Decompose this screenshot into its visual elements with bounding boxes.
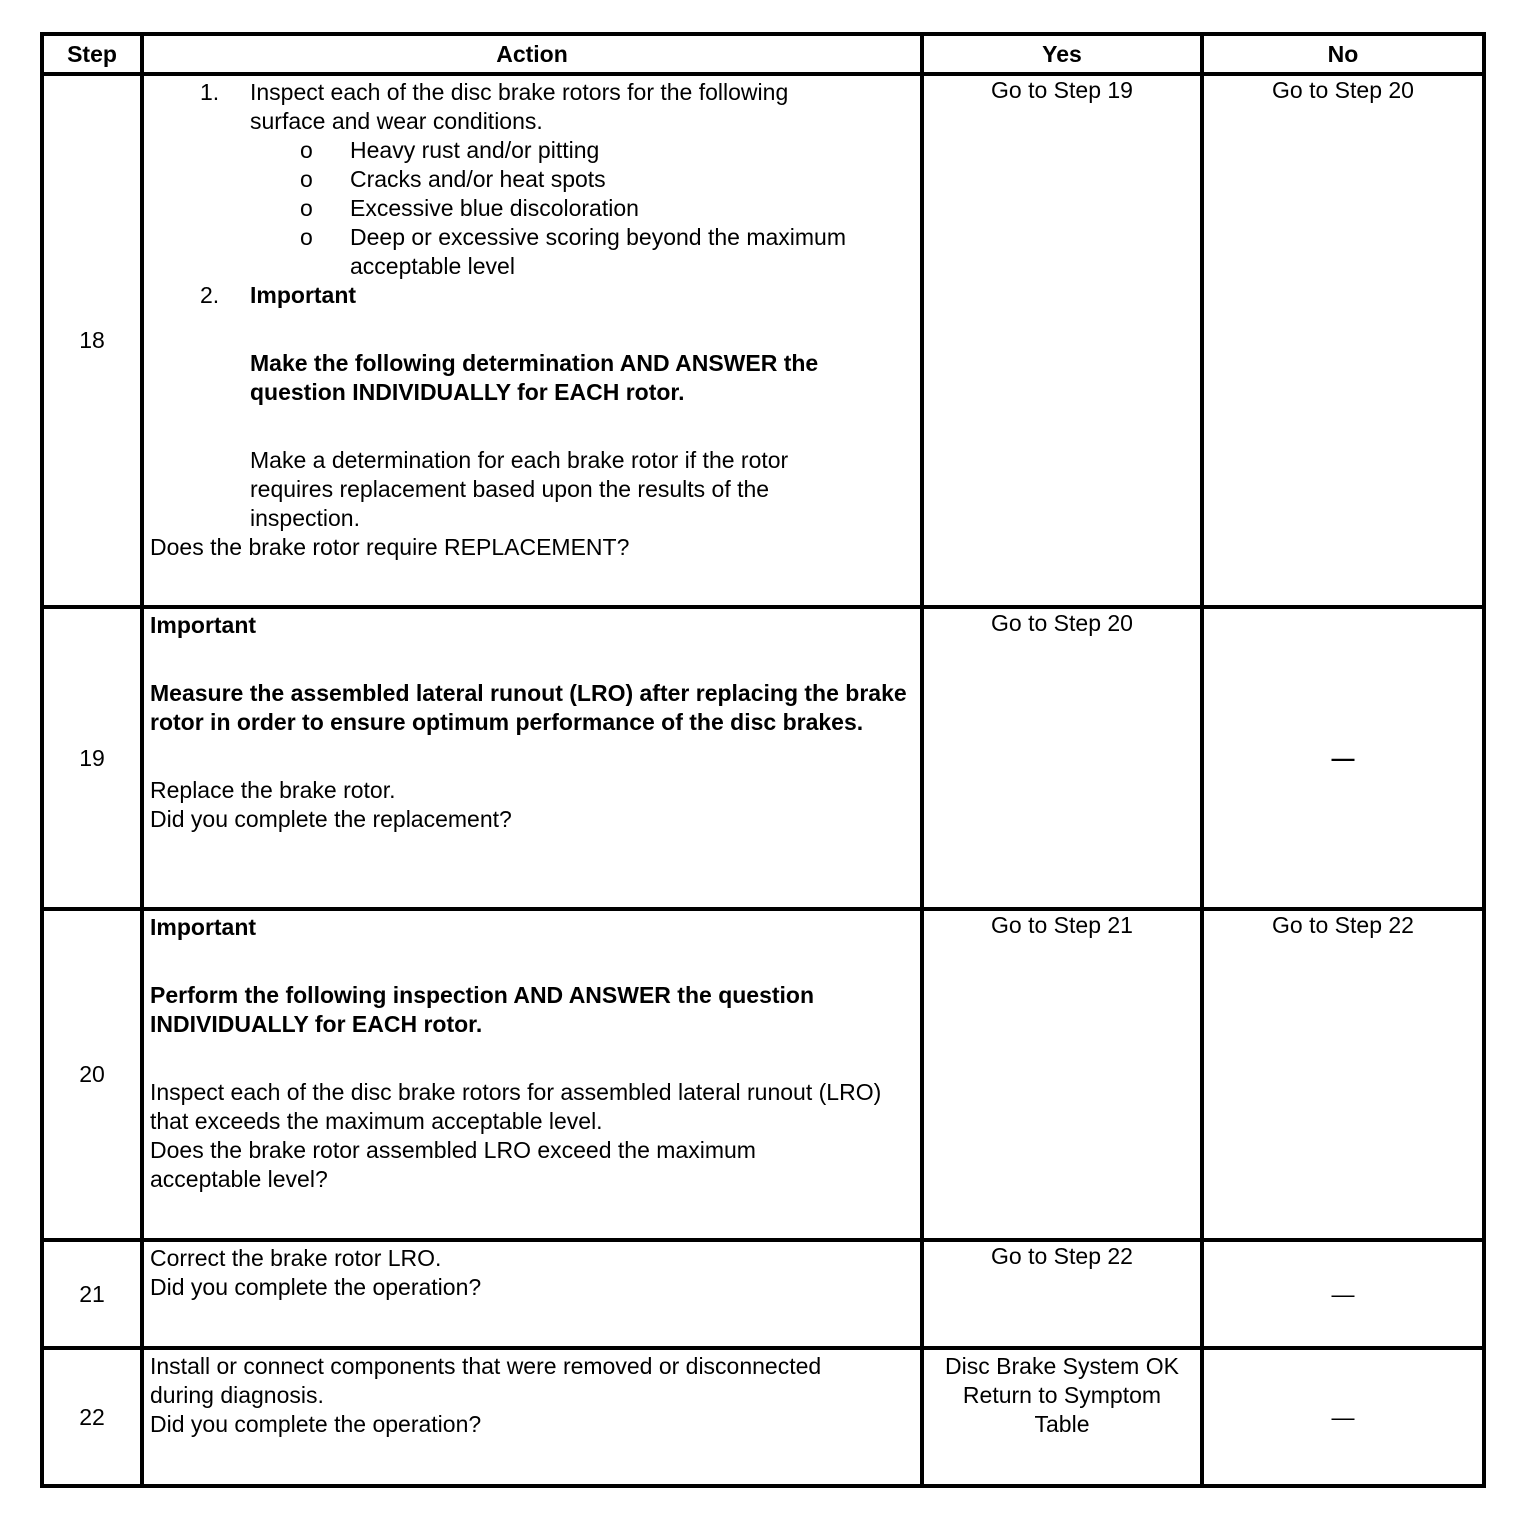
action-text: Make a determination for each brake rotor if the rotor requires replacement based upon the results of the inspection. xyxy=(250,447,789,531)
bullet-icon: o xyxy=(300,166,313,192)
no-cell xyxy=(1202,607,1484,909)
list-number: 2. xyxy=(200,282,220,308)
header-yes: Yes xyxy=(922,34,1202,74)
table-row xyxy=(42,74,1484,607)
table-row xyxy=(42,1348,1484,1486)
important-label: Important xyxy=(150,612,257,638)
important-label: Important xyxy=(150,914,257,940)
table-row xyxy=(42,607,1484,909)
question-text: Did you complete the operation? xyxy=(150,1274,482,1300)
bullet-text: Cracks and/or heat spots xyxy=(350,166,606,192)
bullet-icon: o xyxy=(300,224,313,250)
action-text: Inspect each of the disc brake rotors for assembled lateral runout (LRO) that exceeds the maximum acceptable level. xyxy=(150,1079,882,1134)
no-dash: — xyxy=(1331,1403,1355,1430)
no-dash: — xyxy=(1331,1280,1355,1307)
yes-cell xyxy=(922,607,1202,909)
question-text: Did you complete the operation? xyxy=(150,1411,482,1437)
action-text: Install or connect components that were removed or disconnected during diagnosis. xyxy=(150,1353,822,1408)
yes-cell xyxy=(922,1240,1202,1348)
table-row xyxy=(42,909,1484,1240)
no-dash: — xyxy=(1331,744,1355,771)
action-text: Correct the brake rotor LRO. xyxy=(150,1245,442,1271)
list-item-text: Inspect each of the disc brake rotors for the following surface and wear conditions. xyxy=(250,79,789,134)
step-number: 18 xyxy=(42,74,142,607)
step-number: 20 xyxy=(42,909,142,1240)
yes-link: Go to Step 21 xyxy=(991,912,1133,938)
no-cell xyxy=(1202,74,1484,607)
yes-link: Go to Step 19 xyxy=(991,77,1133,103)
no-cell xyxy=(1202,1240,1484,1348)
list-item xyxy=(150,281,914,310)
question-text: Did you complete the replacement? xyxy=(150,806,512,832)
list-item xyxy=(150,78,914,136)
yes-link: Go to Step 22 xyxy=(991,1243,1133,1269)
action-cell xyxy=(142,74,922,607)
bullet-icon: o xyxy=(300,195,313,221)
bullet-text: Deep or excessive scoring beyond the maximum acceptable level xyxy=(350,224,847,279)
yes-link: Return to Symptom Table xyxy=(962,1382,1162,1437)
no-cell xyxy=(1202,909,1484,1240)
action-cell xyxy=(142,1348,922,1486)
list-item xyxy=(150,165,914,194)
action-cell xyxy=(142,1240,922,1348)
important-note: Measure the assembled lateral runout (LRO) after replacing the brake rotor in order to ensure optimum performance of the disc brakes. xyxy=(150,680,907,735)
header-action: Action xyxy=(142,34,922,74)
list-item xyxy=(150,223,914,281)
yes-result: Disc Brake System OK xyxy=(945,1353,1179,1379)
yes-cell xyxy=(922,1348,1202,1486)
bullet-text: Heavy rust and/or pitting xyxy=(350,137,600,163)
yes-cell xyxy=(922,74,1202,607)
question-text: Does the brake rotor require REPLACEMENT? xyxy=(150,534,630,560)
step-number: 22 xyxy=(42,1348,142,1486)
diagnostic-table xyxy=(40,32,1486,1488)
list-number: 1. xyxy=(200,79,220,105)
action-cell xyxy=(142,607,922,909)
table-row xyxy=(42,1240,1484,1348)
header-step: Step xyxy=(42,34,142,74)
header-row xyxy=(42,34,1484,74)
action-text: Replace the brake rotor. xyxy=(150,777,396,803)
important-note: Perform the following inspection AND ANSWER the question INDIVIDUALLY for EACH rotor. xyxy=(150,982,815,1037)
list-item xyxy=(150,136,914,165)
no-link: Go to Step 22 xyxy=(1272,912,1414,938)
list-item xyxy=(150,194,914,223)
question-text: Does the brake rotor assembled LRO exceed the maximum acceptable level? xyxy=(150,1137,756,1192)
step-number: 21 xyxy=(42,1240,142,1348)
bullet-icon: o xyxy=(300,137,313,163)
bullet-text: Excessive blue discoloration xyxy=(350,195,639,221)
header-no: No xyxy=(1202,34,1484,74)
important-note: Make the following determination AND ANSWER the question INDIVIDUALLY for EACH rotor. xyxy=(250,350,819,405)
no-link: Go to Step 20 xyxy=(1272,77,1414,103)
step-number: 19 xyxy=(42,607,142,909)
yes-link: Go to Step 20 xyxy=(991,610,1133,636)
no-cell xyxy=(1202,1348,1484,1486)
important-label: Important xyxy=(250,282,357,308)
yes-cell xyxy=(922,909,1202,1240)
action-cell xyxy=(142,909,922,1240)
